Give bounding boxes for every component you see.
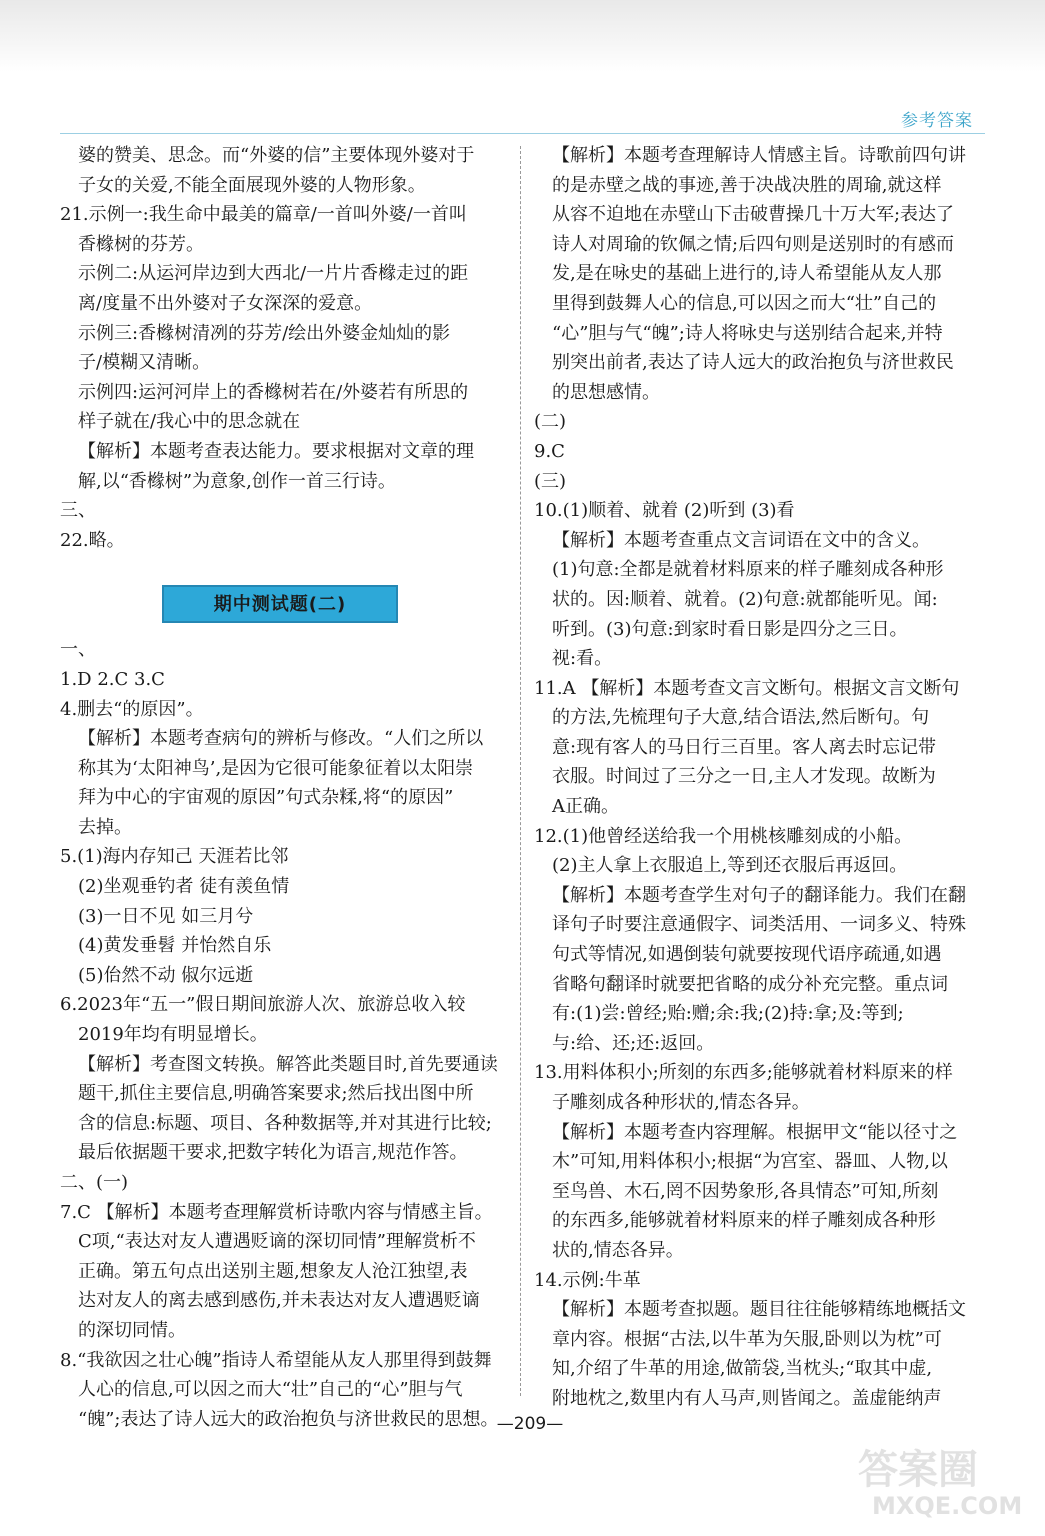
text-line: 视:看。 bbox=[552, 648, 613, 670]
text-line: 示例二:从运河岸边到大西北/一片片香橼走过的距 bbox=[78, 263, 469, 285]
text-line: (5)佁然不动 俶尔远逝 bbox=[78, 964, 254, 986]
text-line: 达对友人的离去感到感伤,并未表达对友人遭遇贬谪 bbox=[78, 1290, 480, 1312]
column-divider bbox=[520, 146, 521, 1396]
text-line: 13.用料体积小;所刻的东西多;能够就着材料原来的样 bbox=[534, 1062, 953, 1084]
right-column-lines bbox=[534, 141, 984, 1414]
text-line: 三、 bbox=[60, 500, 96, 522]
text-line: 拜为中心的宇宙观的原因”句式杂糅,将“的原因” bbox=[78, 787, 454, 809]
text-line: 子女的关爱,不能全面展现外婆的人物形象。 bbox=[78, 174, 426, 196]
text-line: 7.C 【解析】本题考查理解赏析诗歌内容与情感主旨。 bbox=[60, 1201, 493, 1223]
text-line: 1.D 2.C 3.C bbox=[60, 668, 165, 690]
text-line: 离/度量不出外婆对子女深深的爱意。 bbox=[78, 292, 373, 314]
page-number-value: 209 bbox=[513, 1414, 547, 1434]
text-line: 题干,抓住主要信息,明确答案要求;然后找出图中所 bbox=[78, 1083, 474, 1105]
text-line: (2)坐观垂钓者 徒有羡鱼情 bbox=[78, 876, 290, 898]
text-line: 8.“我欲因之壮心魄”指诗人希望能从友人那里得到鼓舞 bbox=[60, 1349, 492, 1371]
text-line: 的思想感情。 bbox=[552, 381, 660, 403]
section-heading bbox=[60, 577, 512, 635]
text-line: 至鸟兽、木石,罔不因势象形,各具情态”可知,所刻 bbox=[552, 1180, 939, 1202]
section-title: 期中测试题(二) bbox=[213, 593, 347, 615]
text-line: 【解析】本题考查拟题。题目往往能够精练地概括文 bbox=[552, 1299, 966, 1321]
text-line: 章内容。根据“古法,以牛革为矢服,卧则以为枕”可 bbox=[552, 1328, 942, 1350]
text-line: 子雕刻成各种形状的,情态各异。 bbox=[552, 1092, 810, 1113]
text-line: 6.2023年“五一”假日期间旅游人次、旅游总收入较 bbox=[60, 994, 466, 1016]
text-line: 2019年均有明显增长。 bbox=[78, 1024, 268, 1046]
watermark-mark: 答案圈 bbox=[858, 1447, 978, 1493]
text-line: “魄”;表达了诗人远大的政治抱负与济世救民的思想。 bbox=[78, 1408, 499, 1430]
text-line: 【解析】本题考查表达能力。要求根据对文章的理 bbox=[78, 440, 474, 462]
text-line: 正确。第五句点出送别主题,想象友人沧江独望,表 bbox=[78, 1260, 468, 1282]
left-bottom-block bbox=[60, 635, 512, 1434]
left-top-block bbox=[60, 141, 512, 555]
text-line: 二、(一) bbox=[60, 1172, 129, 1193]
watermark-site: MXQE.COM bbox=[872, 1492, 1023, 1520]
text-line: A正确。 bbox=[552, 796, 619, 818]
text-line: 与:给、还;还:返回。 bbox=[552, 1032, 715, 1054]
text-line: 11.A 【解析】本题考查文言文断句。根据文言文断句 bbox=[534, 677, 960, 699]
text-line: 一、 bbox=[60, 639, 96, 661]
text-line: 示例四:运河河岸上的香橼树若在/外婆若有所思的 bbox=[78, 381, 469, 403]
text-line: 知,介绍了牛革的用途,做箭袋,当枕头;“取其中虚, bbox=[552, 1358, 933, 1380]
text-line: 句式等情况,如遇倒装句就要按现代语序疏通,如遇 bbox=[552, 944, 942, 966]
left-column bbox=[60, 141, 512, 1434]
text-line: 【解析】本题考查学生对句子的翻译能力。我们在翻 bbox=[552, 884, 966, 906]
text-line: 21.示例一:我生命中最美的篇章/一首叫外婆/一首叫 bbox=[60, 204, 467, 226]
text-line: 的方法,先梳理句子大意,结合语法,然后断句。句 bbox=[552, 707, 930, 729]
text-line: 子/模糊又清晰。 bbox=[78, 352, 211, 374]
text-line: “心”胆与气“魄”;诗人将咏史与送别结合起来,并特 bbox=[552, 322, 943, 344]
text-line: 听到。(3)句意:到家时看日影是四分之三日。 bbox=[552, 618, 908, 640]
text-line: 的东西多,能够就着材料原来的样子雕刻成各种形 bbox=[552, 1210, 936, 1232]
text-line: 【解析】本题考查病句的辨析与修改。“人们之所以 bbox=[78, 728, 484, 750]
text-line: 附地枕之,数里内有人马声,则皆闻之。盖虚能纳声 bbox=[552, 1387, 942, 1409]
text-line: 意:现有客人的马日行三百里。客人离去时忘记带 bbox=[552, 736, 937, 758]
text-line: 人心的信息,可以因之而大“壮”自己的“心”胆与气 bbox=[78, 1379, 463, 1401]
text-line: 称其为‘太阳神鸟’,是因为它很可能象征着以太阳崇 bbox=[78, 757, 474, 779]
text-line: 诗人对周瑜的钦佩之情;后四句则是送别时的有感而 bbox=[552, 233, 955, 255]
text-line: 去掉。 bbox=[78, 816, 132, 838]
text-line: 示例三:香橼树清冽的芬芳/绘出外婆金灿灿的影 bbox=[78, 322, 451, 344]
text-line: (3)一日不见 如三月兮 bbox=[78, 905, 254, 927]
text-line: (4)黄发垂髫 并怡然自乐 bbox=[78, 935, 272, 957]
text-line: 22.略。 bbox=[60, 529, 125, 551]
text-line: 4.删去“的原因”。 bbox=[60, 698, 204, 720]
text-line: 有:(1)尝:曾经;贻:赠;余:我;(2)持:拿;及:等到; bbox=[552, 1003, 904, 1025]
text-line: 最后依据题干要求,把数字转化为语言,规范作答。 bbox=[78, 1142, 468, 1164]
text-line: (三) bbox=[534, 470, 567, 492]
text-line: 从容不迫地在赤壁山下击破曹操几十万大军;表达了 bbox=[552, 204, 955, 226]
section-title-box bbox=[162, 585, 398, 623]
text-line: 解,以“香橼树”为意象,创作一首三行诗。 bbox=[78, 470, 396, 492]
text-line: 样子就在/我心中的思念就在 bbox=[78, 411, 301, 433]
text-line: 9.C bbox=[534, 440, 565, 462]
text-line: 【解析】本题考查重点文言词语在文中的含义。 bbox=[552, 529, 930, 551]
text-line: 10.(1)顺着、就着 (2)听到 (3)看 bbox=[534, 500, 795, 522]
header-rule bbox=[60, 133, 985, 134]
text-line: 状的。因:顺着、就着。(2)句意:就都能听见。闻: bbox=[552, 588, 938, 610]
section-spacer bbox=[60, 555, 512, 577]
text-line: 【解析】考查图文转换。解答此类题目时,首先要通读 bbox=[78, 1053, 498, 1075]
text-line: 别突出前者,表达了诗人远大的政治抱负与济世救民 bbox=[552, 352, 954, 374]
text-line: 【解析】本题考查内容理解。根据甲文“能以径寸之 bbox=[552, 1121, 958, 1143]
text-line: 12.(1)他曾经送给我一个用桃核雕刻成的小船。 bbox=[534, 825, 913, 847]
text-line: (二) bbox=[534, 411, 567, 433]
text-line: (2)主人拿上衣服追上,等到还衣服后再返回。 bbox=[552, 855, 908, 877]
text-line: 里得到鼓舞人心的信息,可以因之而大“壮”自己的 bbox=[552, 292, 937, 314]
text-line: 译句子时要注意通假字、词类活用、一词多义、特殊 bbox=[552, 914, 966, 936]
header-label: 参考答案 bbox=[901, 111, 973, 131]
text-line: 的是赤壁之战的事迹,善于决战决胜的周瑜,就这样 bbox=[552, 174, 942, 196]
text-line: 【解析】本题考查理解诗人情感主旨。诗歌前四句讲 bbox=[552, 145, 966, 166]
text-line: 香橼树的芬芳。 bbox=[78, 233, 204, 255]
text-line: 省略句翻译时就要把省略的成分补充完整。重点词 bbox=[552, 973, 948, 995]
text-line: 发,是在咏史的基础上进行的,诗人希望能从友人那 bbox=[552, 263, 942, 285]
text-line: 5.(1)海内存知己 天涯若比邻 bbox=[60, 846, 289, 868]
text-line: 含的信息:标题、项目、各种数据等,并对其进行比较; bbox=[78, 1112, 492, 1134]
text-line: 14.示例:牛革 bbox=[534, 1269, 641, 1291]
right-column bbox=[534, 141, 984, 1414]
text-line: 状的,情态各异。 bbox=[552, 1239, 684, 1261]
text-line: 婆的赞美、思念。而“外婆的信”主要体现外婆对于 bbox=[78, 145, 475, 166]
text-line: 木”可知,用料体积小;根据“为宫室、器皿、人物,以 bbox=[552, 1151, 948, 1173]
top-shade bbox=[0, 0, 1045, 72]
page-number: —209— bbox=[496, 1414, 564, 1434]
text-line: C项,“表达对友人遭遇贬谪的深切同情”理解赏析不 bbox=[78, 1231, 476, 1253]
text-line: (1)句意:全都是就着材料原来的样子雕刻成各种形 bbox=[552, 559, 944, 581]
watermark-logo bbox=[858, 1448, 1028, 1528]
text-line: 的深切同情。 bbox=[78, 1319, 186, 1341]
text-line: 衣服。时间过了三分之一日,主人才发现。故断为 bbox=[552, 766, 936, 788]
